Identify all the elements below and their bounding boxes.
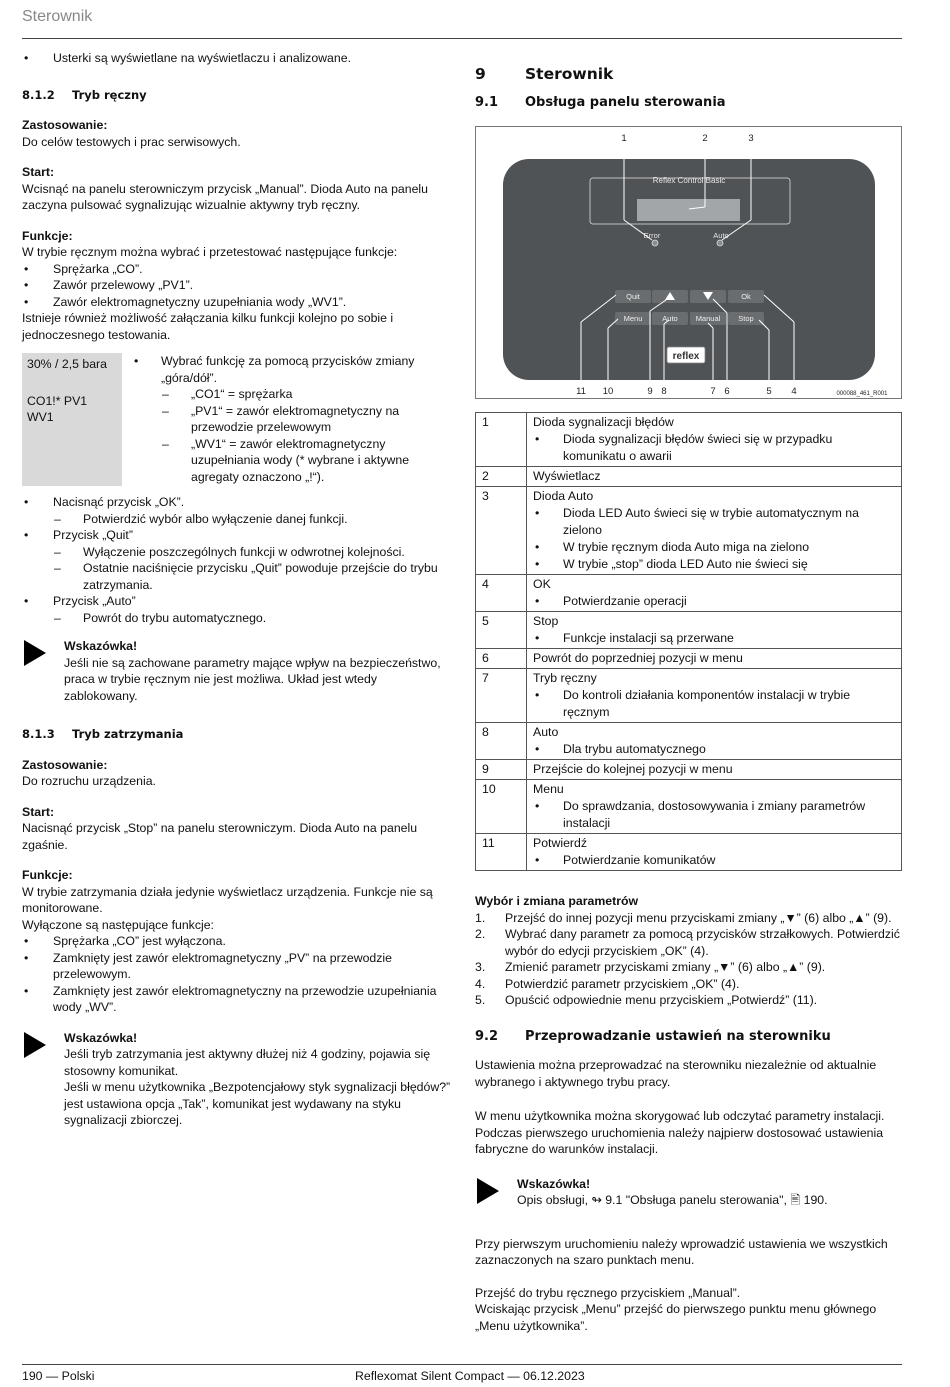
- control-panel-drawing: [476, 127, 902, 399]
- manual-label: Manual: [695, 314, 721, 323]
- legend-row: [476, 669, 902, 723]
- legend-bullet: • W trybie ręcznym dioda Auto miga na zielono: [533, 539, 895, 556]
- legend-number: 5: [476, 612, 527, 649]
- hint-arrow-icon: [477, 1178, 499, 1204]
- legend-title: Dioda Auto: [533, 489, 594, 503]
- hint-arrow-icon: [24, 640, 46, 666]
- step-text: Opuścić odpowiednie menu przyciskiem „Potwierdź” (11).: [505, 993, 818, 1007]
- legend-title: Wyświetlacz: [533, 469, 601, 483]
- callout-8: 8: [661, 386, 667, 397]
- list-item: • Zamknięty jest zawór elektromagnetyczny na przewodzie uzupełniania wody „WV”.: [22, 983, 452, 1016]
- hint-heading: Wskazówka!: [64, 1030, 138, 1045]
- steps-list: [475, 910, 902, 1009]
- legend-bullet: • Potwierdzanie operacji: [533, 593, 895, 610]
- step-text: Wybrać dany parametr za pomocą przycisków strzałkowych. Potwierdzić wybór do edycji przyciskiem „OK” (4).: [505, 927, 900, 958]
- paragraph: W trybie ręcznym można wybrać i przetestować następujące funkcje:: [22, 245, 398, 259]
- stop-label: Stop: [738, 314, 754, 323]
- legend-bullet: • Dla trybu automatycznego: [533, 741, 895, 758]
- step-number: 3.: [475, 960, 486, 974]
- dash-item: – Potwierdzić wybór albo wyłączenie danej funkcji.: [22, 511, 452, 528]
- hint-text: Jeśli w menu użytkownika „Bezpotencjałowy styk sygnalizacji błędów?” jest ustawiona opcja „Tak”, komunikat jest wydawany na styku sygnalizacji zbiorczej.: [64, 1080, 451, 1127]
- callout-1: 1: [621, 133, 627, 144]
- legend-bullet: • Do kontroli działania komponentów instalacji w trybie ręcznym: [533, 687, 895, 721]
- section-number: 8.1.3: [22, 727, 55, 741]
- legend-title: Tryb ręczny: [533, 671, 597, 685]
- menu-label: Menu: [623, 314, 643, 323]
- dash-item: – „CO1“ = sprężarka: [132, 386, 452, 403]
- display-example-box: [22, 353, 122, 486]
- subheading: Start:: [22, 804, 55, 819]
- display-line-1: 30% / 2,5 bara: [27, 357, 107, 371]
- legend-number: 11: [476, 834, 527, 871]
- intro-bullet: • Usterki są wyświetlane na wyświetlaczu i analizowane.: [22, 50, 452, 67]
- chapter-title: Sterownik: [525, 65, 614, 83]
- callout-11: 11: [576, 386, 586, 397]
- list-item: • Zawór elektromagnetyczny uzupełniania wody „WV1”.: [22, 294, 452, 311]
- legend-table: [475, 412, 902, 871]
- legend-description: [527, 467, 902, 487]
- legend-row: [476, 780, 902, 834]
- section-title: Tryb ręczny: [72, 87, 147, 102]
- legend-bullet: • Dioda LED Auto świeci się w trybie automatycznym na zielono: [533, 505, 895, 539]
- paragraph: Przy pierwszym uruchomieniu należy wprowadzić ustawienia we wszystkich zaznaczonych na szaro punktach menu.: [475, 1236, 888, 1267]
- legend-description: [527, 723, 902, 760]
- legend-row: [476, 723, 902, 760]
- footer-divider: [22, 1364, 902, 1365]
- chapter-heading: [475, 66, 902, 83]
- auto-led-label: Auto: [713, 231, 729, 240]
- list-item: • Przycisk „Auto”: [22, 593, 452, 610]
- step-text: Potwierdzić parametr przyciskiem „OK” (4).: [505, 976, 740, 991]
- step-number: 2.: [475, 927, 486, 941]
- hint-box: [475, 1176, 902, 1209]
- legend-description: [527, 612, 902, 649]
- hint-text: Jeśli nie są zachowane parametry mające wpływ na bezpieczeństwo, praca w trybie ręcznym nie jest możliwa. Układ jest wtedy zablokowany.: [64, 655, 441, 703]
- hint-arrow-icon: [24, 1032, 46, 1058]
- list-item: • Nacisnąć przycisk „OK”.: [22, 494, 452, 511]
- reflex-logo: reflex: [672, 351, 700, 362]
- callout-3: 3: [748, 133, 754, 144]
- subheading: Zastosowanie:: [22, 757, 108, 772]
- display-example-row: [22, 353, 452, 486]
- section-title: Tryb zatrzymania: [72, 727, 184, 741]
- figure-code: 000088_461_R001: [836, 391, 888, 397]
- list-item: • Sprężarka „CO” jest wyłączona.: [22, 933, 452, 950]
- auto-led: [717, 240, 723, 246]
- legend-bullet: • Do sprawdzania, dostosowywania i zmiany parametrów instalacji: [533, 798, 895, 832]
- subheading: Funkcje:: [22, 228, 73, 243]
- page-header-title: Sterownik: [22, 8, 93, 25]
- control-panel-figure: [475, 126, 902, 399]
- legend-description: [527, 780, 902, 834]
- legend-bullet: • Funkcje instalacji są przerwane: [533, 630, 895, 647]
- section-9-2-heading: [475, 1029, 902, 1046]
- paragraph: Nacisnąć przycisk „Stop” na panelu sterowniczym. Dioda Auto na panelu zgaśnie.: [22, 821, 418, 852]
- quit-label: Quit: [626, 292, 640, 301]
- section-number: 9.1: [475, 94, 499, 110]
- legend-bullet: • Potwierdzanie komunikatów: [533, 852, 895, 869]
- paragraph: Ustawienia można przeprowadzać na sterowniku niezależnie od aktualnie wybranego i aktywnego trybu pracy.: [475, 1058, 877, 1089]
- footer-document: Reflexomat Silent Compact — 06.12.2023: [355, 1369, 585, 1383]
- dash-item: – „PV1“ = zawór elektromagnetyczny na przewodzie przelewowym: [132, 403, 452, 436]
- legend-number: 2: [476, 467, 527, 487]
- subheading: Wybór i zmiana parametrów: [475, 894, 639, 908]
- list-item: • Zamknięty jest zawór elektromagnetyczny „PV” na przewodzie przelewowym.: [22, 950, 452, 983]
- legend-title: Menu: [533, 782, 564, 796]
- legend-description: [527, 834, 902, 871]
- dash-item: – Ostatnie naciśnięcie przycisku „Quit” powoduje przejście do trybu zatrzymania.: [22, 560, 452, 593]
- step-item: [475, 976, 902, 993]
- section-8-1-3-heading: [22, 726, 452, 743]
- step-number: 1.: [475, 910, 486, 925]
- legend-number: 1: [476, 413, 527, 467]
- display-example-notes: [122, 353, 452, 486]
- legend-row: [476, 487, 902, 575]
- callout-9: 9: [647, 386, 653, 397]
- section-title: Przeprowadzanie ustawień na sterowniku: [525, 1028, 831, 1044]
- legend-title: Potwierdź: [533, 836, 587, 850]
- display-line-2: CO1!* PV1 WV1: [27, 393, 88, 424]
- step-text: Zmienić parametr przyciskami zmiany „▼” (6) albo „▲” (9).: [505, 960, 826, 974]
- ok-label: Ok: [741, 292, 751, 301]
- paragraph: W trybie zatrzymania działa jedynie wyświetlacz urządzenia. Funkcje nie są monitorowane.: [22, 884, 433, 915]
- legend-description: [527, 487, 902, 575]
- paragraph: Wyłączone są następujące funkcje:: [22, 917, 214, 932]
- legend-row: [476, 834, 902, 871]
- legend-row: [476, 413, 902, 467]
- legend-row: [476, 467, 902, 487]
- right-column: [475, 66, 902, 1334]
- legend-title: Auto: [533, 725, 559, 739]
- paragraph: Istnieje również możliwość załączania kilku funkcji kolejno po sobie i jednoczesnego testowania.: [22, 311, 394, 342]
- legend-number: 7: [476, 669, 527, 723]
- legend-number: 3: [476, 487, 527, 575]
- legend-number: 9: [476, 760, 527, 780]
- header-divider: [22, 38, 902, 39]
- subheading: Funkcje:: [22, 868, 73, 882]
- paragraph: Do celów testowych i prac serwisowych.: [22, 134, 241, 149]
- callout-6: 6: [724, 386, 730, 397]
- error-led: [652, 240, 658, 246]
- hint-box: [22, 638, 452, 704]
- list-item: • Sprężarka „CO”.: [22, 261, 452, 278]
- legend-bullet: • Dioda sygnalizacji błędów świeci się w przypadku komunikatu o awarii: [533, 431, 895, 465]
- legend-title: Przejście do kolejnej pozycji w menu: [533, 762, 733, 776]
- subheading: Zastosowanie:: [22, 118, 108, 132]
- section-8-1-2-heading: [22, 87, 452, 104]
- legend-description: [527, 760, 902, 780]
- step-number: 4.: [475, 976, 486, 991]
- legend-description: [527, 669, 902, 723]
- panel-brand: Reflex Control Basic: [652, 176, 726, 185]
- hint-text: Jeśli tryb zatrzymania jest aktywny dłużej niż 4 godziny, pojawia się stosowny komunikat.: [64, 1047, 431, 1078]
- section-9-1-heading: [475, 95, 902, 112]
- paragraph: Wciskając przycisk „Menu” przejść do pierwszego punktu menu głównego „Menu użytkownika”.: [475, 1302, 877, 1333]
- step-text: Przejść do innej pozycji menu przyciskami zmiany „▼” (6) albo „▲” (9).: [505, 910, 892, 925]
- paragraph: Do rozruchu urządzenia.: [22, 774, 156, 788]
- hint-heading: Wskazówka!: [64, 639, 138, 653]
- hint-heading: Wskazówka!: [517, 1176, 591, 1191]
- hint-text: Opis obsługi, ↬ 9.1 "Obsługa panelu sterowania", 🖹 190.: [517, 1193, 828, 1207]
- legend-row: [476, 760, 902, 780]
- auto-label: Auto: [662, 314, 678, 323]
- section-number: 8.1.2: [22, 87, 55, 102]
- legend-row: [476, 575, 902, 612]
- legend-body: [476, 413, 902, 871]
- legend-title: Powrót do poprzedniej pozycji w menu: [533, 651, 743, 665]
- legend-number: 6: [476, 649, 527, 669]
- paragraph: W menu użytkownika można skorygować lub odczytać parametry instalacji. Podczas pierwszego uruchomienia należy najpierw dostosować ustawienia fabryczne do warunków instalacji.: [475, 1109, 885, 1156]
- step-item: [475, 910, 902, 927]
- list-item: • Wybrać funkcję za pomocą przycisków zmiany „góra/dół”.: [132, 353, 452, 386]
- section-number: 9.2: [475, 1028, 499, 1044]
- legend-title: Stop: [533, 614, 559, 628]
- legend-row: [476, 649, 902, 669]
- legend-number: 8: [476, 723, 527, 760]
- error-led-label: Error: [643, 231, 661, 240]
- hint-box: [22, 1030, 452, 1129]
- callout-2: 2: [702, 133, 708, 144]
- legend-row: [476, 612, 902, 649]
- dash-item: – Wyłączenie poszczególnych funkcji w odwrotnej kolejności.: [22, 544, 452, 561]
- list-item: • Przycisk „Quit”: [22, 527, 452, 544]
- dash-item: – Powrót do trybu automatycznego.: [22, 610, 452, 627]
- paragraph: Wcisnąć na panelu sterowniczym przycisk „Manual”. Dioda Auto na panelu zaczyna pulsować sygnalizując wizualnie aktywny tryb ręczny.: [22, 181, 428, 212]
- chapter-number: 9: [475, 65, 486, 83]
- step-number: 5.: [475, 993, 486, 1007]
- legend-bullet: • W trybie „stop” dioda LED Auto nie świeci się: [533, 556, 895, 573]
- subheading: Start:: [22, 165, 55, 179]
- section-title: Obsługa panelu sterowania: [525, 94, 726, 110]
- callout-10: 10: [602, 386, 614, 397]
- display-screen: [637, 199, 740, 221]
- callout-4: 4: [791, 386, 797, 397]
- step-item: [475, 926, 902, 959]
- legend-number: 10: [476, 780, 527, 834]
- step-item: [475, 992, 902, 1009]
- legend-number: 4: [476, 575, 527, 612]
- paragraph: Przejść do trybu ręcznego przyciskiem „Manual”.: [475, 1285, 741, 1300]
- list-item: • Zawór przelewowy „PV1”.: [22, 277, 452, 294]
- legend-title: OK: [533, 577, 551, 591]
- callout-7: 7: [710, 386, 716, 397]
- legend-description: [527, 649, 902, 669]
- dash-item: – „WV1“ = zawór elektromagnetyczny uzupełniania wody (* wybrane i aktywne agregaty oznaczono „!“).: [132, 436, 452, 486]
- legend-description: [527, 575, 902, 612]
- step-item: [475, 959, 902, 976]
- callout-5: 5: [766, 386, 772, 397]
- legend-title: Dioda sygnalizacji błędów: [533, 415, 674, 429]
- footer-page: 190 — Polski: [22, 1369, 95, 1383]
- legend-description: [527, 413, 902, 467]
- left-column: [22, 50, 452, 1129]
